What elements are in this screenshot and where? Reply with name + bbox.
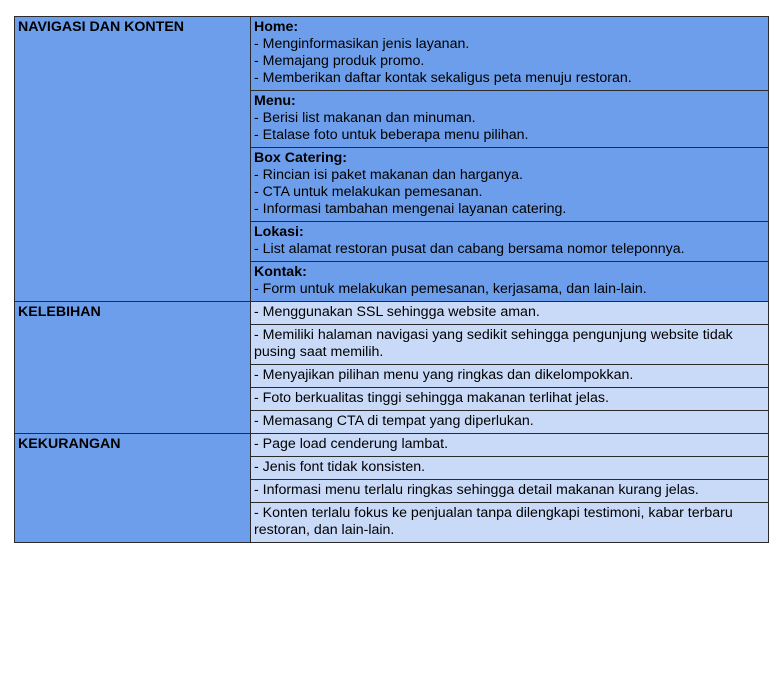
nav-item-line: - Berisi list makanan dan minuman.: [254, 110, 476, 126]
nav-item-lokasi: [251, 222, 769, 262]
kelebihan-item: - Menyajikan pilihan menu yang ringkas dan dikelompokkan.: [251, 365, 769, 388]
nav-item-home: [251, 17, 769, 91]
nav-item-line: - Memberikan daftar kontak sekaligus peta menuju restoran.: [254, 70, 632, 86]
nav-item-line: - Form untuk melakukan pemesanan, kerjasama, dan lain-lain.: [254, 281, 647, 297]
kelebihan-item: - Foto berkualitas tinggi sehingga makanan terlihat jelas.: [251, 388, 769, 411]
nav-item-title: Lokasi:: [254, 224, 304, 240]
kekurangan-item: - Konten terlalu fokus ke penjualan tanpa dilengkapi testimoni, kabar terbaru restoran, dan lain-lain.: [251, 503, 769, 543]
section-label-kekurangan: KEKURANGAN: [15, 434, 251, 543]
kelebihan-item: - Memasang CTA di tempat yang diperlukan.: [251, 411, 769, 434]
section-label-navigasi: NAVIGASI DAN KONTEN: [15, 17, 251, 302]
kelebihan-item: - Memiliki halaman navigasi yang sedikit sehingga pengunjung website tidak pusing saat memilih.: [251, 325, 769, 365]
nav-item-line: - Informasi tambahan mengenai layanan catering.: [254, 201, 567, 217]
nav-item-line: - Etalase foto untuk beberapa menu pilihan.: [254, 127, 529, 143]
review-table: [14, 16, 769, 543]
nav-item-title: Home:: [254, 19, 299, 35]
kekurangan-item: - Page load cenderung lambat.: [251, 434, 769, 457]
section-label-kelebihan: KELEBIHAN: [15, 302, 251, 434]
nav-item-title: Kontak:: [254, 264, 307, 280]
nav-item-kontak: [251, 262, 769, 302]
nav-item-menu: [251, 91, 769, 148]
table-row: [15, 17, 769, 91]
nav-item-line: - Menginformasikan jenis layanan.: [254, 36, 470, 52]
nav-item-title: Box Catering:: [254, 150, 348, 166]
kekurangan-item: - Informasi menu terlalu ringkas sehingga detail makanan kurang jelas.: [251, 480, 769, 503]
nav-item-line: - Rincian isi paket makanan dan harganya.: [254, 167, 523, 183]
kelebihan-item: - Menggunakan SSL sehingga website aman.: [251, 302, 769, 325]
table-row: [15, 434, 769, 457]
nav-item-line: - CTA untuk melakukan pemesanan.: [254, 184, 483, 200]
nav-item-line: - Memajang produk promo.: [254, 53, 425, 69]
nav-item-title: Menu:: [254, 93, 296, 109]
nav-item-box-catering: [251, 148, 769, 222]
kekurangan-item: - Jenis font tidak konsisten.: [251, 457, 769, 480]
table-row: [15, 302, 769, 325]
nav-item-line: - List alamat restoran pusat dan cabang bersama nomor teleponnya.: [254, 241, 685, 257]
